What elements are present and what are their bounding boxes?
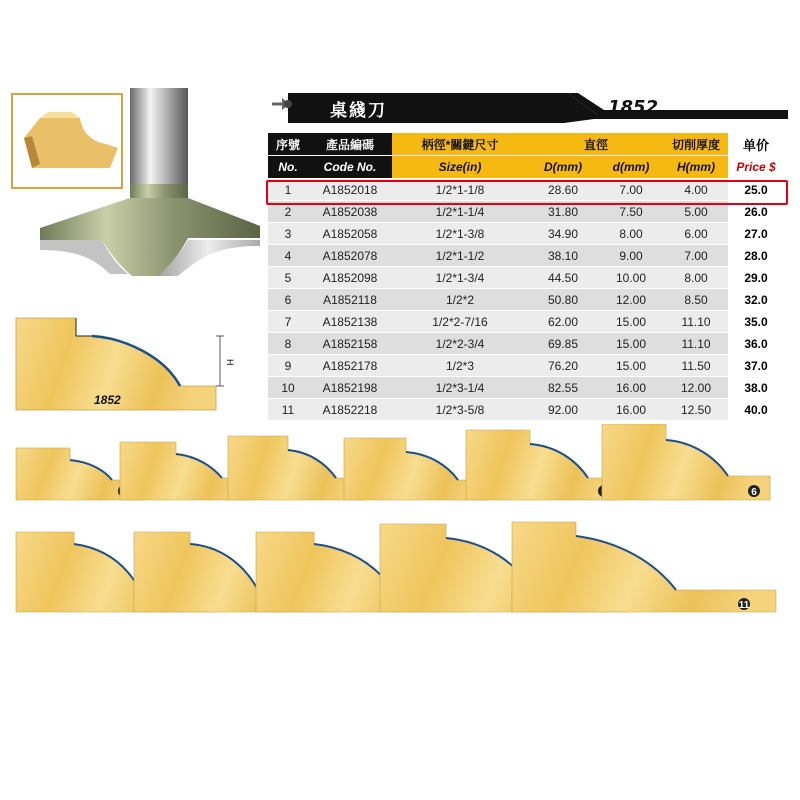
table-row (268, 267, 784, 289)
profile-6 (602, 424, 770, 500)
cell-H: 12.00 (664, 377, 728, 399)
cell-d: 16.00 (598, 377, 664, 399)
cell-d: 15.00 (598, 355, 664, 377)
profile-3 (228, 436, 364, 500)
cell-D: 50.80 (528, 289, 598, 311)
cell-size: 1/2*1-3/4 (392, 267, 528, 289)
cell-H: 11.10 (664, 311, 728, 333)
profile-number-6: 6 (751, 487, 757, 498)
col-H-en: H(mm) (664, 156, 728, 179)
cell-D: 31.80 (528, 201, 598, 223)
cell-H: 12.50 (664, 399, 728, 421)
header-model: 1852 (608, 97, 659, 118)
cell-no: 6 (268, 289, 308, 311)
table-row (268, 377, 784, 399)
cell-D: 62.00 (528, 311, 598, 333)
col-price-en: Price $ (728, 156, 784, 179)
cell-d: 10.00 (598, 267, 664, 289)
cell-H: 4.00 (664, 179, 728, 201)
cell-size: 1/2*1-3/8 (392, 223, 528, 245)
cell-price: 38.0 (728, 377, 784, 399)
cell-price: 27.0 (728, 223, 784, 245)
col-thickness-cn: 切削厚度 (664, 133, 728, 156)
cell-H: 8.00 (664, 267, 728, 289)
cell-no: 11 (268, 399, 308, 421)
cell-price: 37.0 (728, 355, 784, 377)
cell-code: A1852218 (308, 399, 392, 421)
col-price-cn: 单价 (728, 133, 784, 156)
cell-d: 7.50 (598, 201, 664, 223)
cell-size: 1/2*3-1/4 (392, 377, 528, 399)
cell-no: 5 (268, 267, 308, 289)
col-d-en: d(mm) (598, 156, 664, 179)
header-title: 桌綫刀 (330, 101, 387, 121)
col-D-en: D(mm) (528, 156, 598, 179)
cell-D: 76.20 (528, 355, 598, 377)
cell-D: 34.90 (528, 223, 598, 245)
profile-number-11: 11 (738, 600, 750, 611)
cell-price: 35.0 (728, 311, 784, 333)
cell-size: 1/2*1-1/2 (392, 245, 528, 267)
cell-code: A1852038 (308, 201, 392, 223)
cell-price: 36.0 (728, 333, 784, 355)
main-profile-label: 1852 (94, 393, 121, 407)
table-row (268, 289, 784, 311)
table-row (268, 355, 784, 377)
cell-no: 10 (268, 377, 308, 399)
cell-d: 15.00 (598, 333, 664, 355)
cell-D: 44.50 (528, 267, 598, 289)
cell-no: 9 (268, 355, 308, 377)
profile-11 (512, 522, 776, 612)
cell-price: 25.0 (728, 179, 784, 201)
cell-code: A1852098 (308, 267, 392, 289)
cell-H: 5.00 (664, 201, 728, 223)
cell-code: A1852198 (308, 377, 392, 399)
cell-H: 7.00 (664, 245, 728, 267)
col-code-en: Code No. (308, 156, 392, 179)
cell-H: 11.10 (664, 333, 728, 355)
cell-price: 26.0 (728, 201, 784, 223)
table-row (268, 311, 784, 333)
profiles-row-2 (0, 518, 800, 616)
cell-price: 28.0 (728, 245, 784, 267)
row-highlight-box (266, 180, 788, 205)
cell-D: 92.00 (528, 399, 598, 421)
cell-no: 2 (268, 201, 308, 223)
cell-code: A1852178 (308, 355, 392, 377)
cell-no: 1 (268, 179, 308, 201)
cell-size: 1/2*1-1/8 (392, 179, 528, 201)
cell-H: 8.50 (664, 289, 728, 311)
col-size-cn: 柄徑*關鍵尺寸 (392, 133, 528, 156)
col-code-cn: 產品編碼 (308, 133, 392, 156)
cell-size: 1/2*2-3/4 (392, 333, 528, 355)
main-profile-diagram (14, 316, 254, 412)
cell-size: 1/2*3 (392, 355, 528, 377)
cell-d: 16.00 (598, 399, 664, 421)
table-row (268, 245, 784, 267)
cell-code: A1852078 (308, 245, 392, 267)
cell-d: 9.00 (598, 245, 664, 267)
cell-no: 7 (268, 311, 308, 333)
spec-table (268, 133, 784, 421)
cell-code: A1852118 (308, 289, 392, 311)
cell-D: 69.85 (528, 333, 598, 355)
cell-d: 12.00 (598, 289, 664, 311)
cell-price: 29.0 (728, 267, 784, 289)
cell-price: 40.0 (728, 399, 784, 421)
header-row-en (268, 156, 784, 179)
table-row (268, 399, 784, 421)
header-bar (268, 93, 788, 123)
cell-size: 1/2*3-5/8 (392, 399, 528, 421)
col-size-en: Size(in) (392, 156, 528, 179)
router-bit-image (10, 88, 270, 278)
cell-d: 15.00 (598, 311, 664, 333)
cell-H: 11.50 (664, 355, 728, 377)
cell-code: A1852158 (308, 333, 392, 355)
cell-H: 6.00 (664, 223, 728, 245)
table-row (268, 333, 784, 355)
cell-no: 8 (268, 333, 308, 355)
cell-d: 8.00 (598, 223, 664, 245)
table-row (268, 223, 784, 245)
cell-size: 1/2*2 (392, 289, 528, 311)
profiles-row-1 (0, 424, 800, 506)
cell-D: 82.55 (528, 377, 598, 399)
cell-code: A1852138 (308, 311, 392, 333)
cell-code: A1852018 (308, 179, 392, 201)
cell-size: 1/2*1-1/4 (392, 201, 528, 223)
height-label: H (225, 359, 235, 366)
cell-d: 7.00 (598, 179, 664, 201)
cell-code: A1852058 (308, 223, 392, 245)
cell-D: 38.10 (528, 245, 598, 267)
profile-5 (466, 430, 618, 500)
cell-size: 1/2*2-7/16 (392, 311, 528, 333)
cell-D: 28.60 (528, 179, 598, 201)
cell-no: 3 (268, 223, 308, 245)
cell-no: 4 (268, 245, 308, 267)
header-row-cn (268, 133, 784, 156)
col-diameter-cn: 直徑 (528, 133, 664, 156)
col-no-en: No. (268, 156, 308, 179)
cell-price: 32.0 (728, 289, 784, 311)
col-no-cn: 序號 (268, 133, 308, 156)
